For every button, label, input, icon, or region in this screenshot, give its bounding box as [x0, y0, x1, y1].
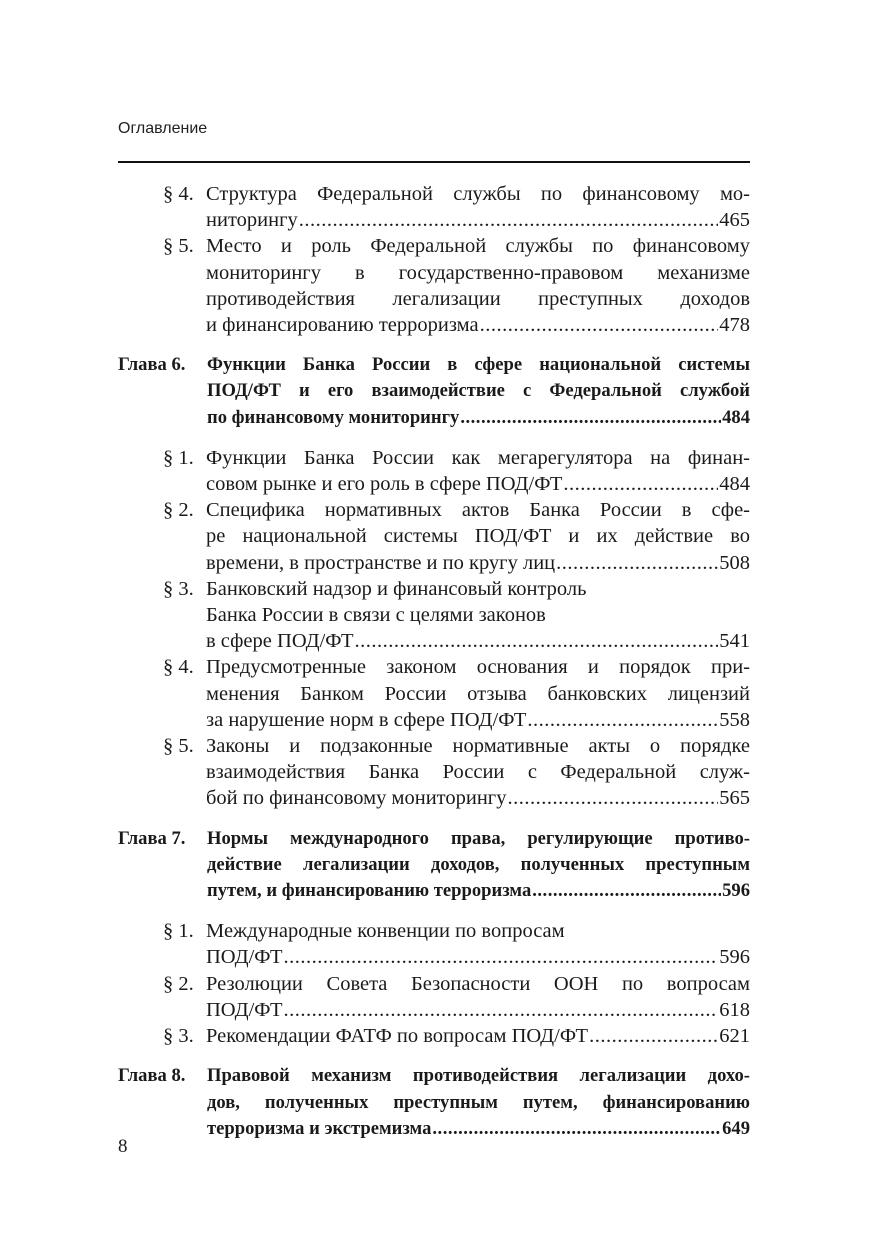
entry-title-line: терроризма и экстремизма: [207, 1117, 432, 1139]
entry-leader-line: [206, 707, 750, 733]
toc-section-entry[interactable]: [118, 445, 750, 497]
entry-title-line: ре национальной системы ПОД/ФТ и их действие во: [206, 525, 750, 548]
toc-section-entry[interactable]: [118, 497, 750, 576]
entry-title-line: действие легализации доходов, полученных преступным: [207, 853, 750, 875]
dot-leader: [283, 997, 718, 1023]
entry-title-line: времени, в пространстве и по кругу лиц: [206, 551, 556, 574]
entry-page-number[interactable]: 558: [719, 708, 750, 731]
entry-title-line: совом рынке и его роль в сфере ПОД/ФТ: [206, 473, 563, 496]
entry-leader-line: [206, 628, 750, 654]
dot-leader: [460, 405, 721, 431]
entry-page-number[interactable]: 596: [719, 946, 750, 969]
entry-page-number[interactable]: 649: [722, 1117, 750, 1139]
entry-title-line: в сфере ПОД/ФТ: [206, 630, 354, 653]
toc-chapter-entry[interactable]: [118, 826, 750, 905]
dot-leader: [432, 1116, 721, 1142]
entry-page-number[interactable]: 465: [719, 209, 750, 232]
dot-leader: [556, 550, 718, 576]
entry-title-line: Функции Банка России как мегарегулятора на финан-: [206, 446, 750, 469]
toc-section-entry[interactable]: [118, 576, 750, 655]
chapter-number: Глава 6.: [118, 354, 186, 376]
entry-leader-line: [207, 405, 750, 431]
entry-title-line: дов, полученных преступным путем, финансированию: [207, 1091, 750, 1113]
dot-leader: [563, 471, 718, 497]
chapter-number: Глава 8.: [118, 1065, 186, 1087]
dot-leader: [283, 944, 718, 970]
running-header-title: Оглавление: [118, 120, 208, 137]
entry-page-number[interactable]: 484: [719, 473, 750, 496]
entry-leader-line: [206, 785, 750, 811]
entry-leader-line: [207, 878, 750, 904]
toc-section-entry[interactable]: [118, 233, 750, 338]
chapter-number: Глава 7.: [118, 827, 186, 849]
entry-title-line: по финансовому мониторингу: [207, 406, 460, 428]
section-number: § 1.: [163, 446, 194, 469]
entry-leader-line: [206, 207, 750, 233]
entry-page-number[interactable]: 565: [719, 787, 750, 810]
entry-title-line: Функции Банка России в сфере национальной системы: [207, 354, 750, 376]
entry-title-line: противодействия легализации преступных доходов: [206, 287, 750, 310]
section-number: § 2.: [163, 972, 194, 995]
section-number: § 5.: [163, 735, 194, 758]
section-number: § 5.: [163, 235, 194, 258]
entry-page-number[interactable]: 621: [719, 1025, 750, 1048]
entry-page-number[interactable]: 484: [722, 406, 750, 428]
dot-leader: [299, 207, 719, 233]
entry-title-line: Специфика нормативных актов Банка России в сфе-: [206, 499, 750, 522]
entry-title-line: Резолюции Совета Безопасности ООН по вопросам: [206, 972, 750, 995]
entry-title-line: бой по финансовому мониторингу: [206, 787, 507, 810]
entry-leader-line: [206, 1023, 750, 1049]
toc-chapter-entry[interactable]: [118, 352, 750, 431]
entry-title-line: Правовой механизм противодействия легализации дохо-: [207, 1065, 750, 1087]
entry-title-line: за нарушение норм в сфере ПОД/ФТ: [206, 708, 527, 731]
entry-leader-line: [206, 550, 750, 576]
entry-title-line: Банковский надзор и финансовый контроль: [206, 577, 587, 600]
dot-leader: [589, 1023, 718, 1049]
entry-title-line: менения Банком России отзыва банковских лицензий: [206, 682, 750, 705]
toc-section-entry[interactable]: [118, 181, 750, 233]
entry-page-number[interactable]: 478: [719, 314, 750, 337]
toc-section-entry[interactable]: [118, 654, 750, 733]
dot-leader: [507, 785, 718, 811]
entry-title-line: Рекомендации ФАТФ по вопросам ПОД/ФТ: [206, 1025, 589, 1048]
entry-page-number[interactable]: 541: [719, 630, 750, 653]
entry-title-line: Законы и подзаконные нормативные акты о порядке: [206, 735, 750, 758]
entry-title-line: ПОД/ФТ: [206, 946, 283, 969]
entry-leader-line: [207, 1116, 750, 1142]
entry-leader-line: [206, 471, 750, 497]
entry-title-line: путем, и финансированию терроризма: [207, 880, 532, 902]
dot-leader: [532, 878, 721, 904]
entry-title-line: ПОД/ФТ и его взаимодействие с Федеральной службой: [207, 380, 750, 402]
entry-leader-line: [206, 944, 750, 970]
entry-page-number[interactable]: 508: [719, 551, 750, 574]
entry-page-number[interactable]: 596: [722, 880, 750, 902]
entry-title-line: ниторингу: [206, 209, 298, 232]
entry-title-line: и финансированию терроризма: [206, 314, 479, 337]
dot-leader: [354, 628, 718, 654]
entry-title-line: Международные конвенции по вопросам: [206, 920, 565, 943]
section-number: § 3.: [163, 1025, 194, 1048]
toc-chapter-entry[interactable]: [118, 1063, 750, 1142]
toc-section-entry[interactable]: [118, 733, 750, 812]
section-number: § 3.: [163, 577, 194, 600]
section-number: § 1.: [163, 920, 194, 943]
dot-leader: [527, 707, 718, 733]
toc-section-entry[interactable]: [118, 971, 750, 1023]
entry-title-line: Место и роль Федеральной службы по финансовому: [206, 235, 750, 258]
entry-title-line: мониторингу в государственно-правовом механизме: [206, 261, 750, 284]
entry-leader-line: [206, 997, 750, 1023]
entry-page-number[interactable]: 618: [719, 998, 750, 1021]
entry-leader-line: [206, 312, 750, 338]
section-number: § 2.: [163, 499, 194, 522]
section-number: § 4.: [163, 656, 194, 679]
toc-section-entry[interactable]: [118, 918, 750, 970]
entry-title-line: Нормы международного права, регулирующие противо-: [207, 827, 750, 849]
toc-section-entry[interactable]: [118, 1023, 750, 1049]
section-number: § 4.: [163, 183, 194, 205]
header-divider: [118, 161, 750, 163]
entry-title-line: ПОД/ФТ: [206, 998, 283, 1021]
page-number: 8: [118, 1136, 128, 1157]
entry-title-line: Банка России в связи с целями законов: [206, 604, 546, 627]
entry-title-line: взаимодействия Банка России с Федеральной служ-: [206, 761, 750, 784]
dot-leader: [480, 312, 719, 338]
entry-title-line: Структура Федеральной службы по финансовому мо-: [206, 183, 750, 205]
entry-title-line: Предусмотренные законом основания и порядок при-: [206, 656, 750, 679]
table-of-contents: [118, 181, 750, 1142]
